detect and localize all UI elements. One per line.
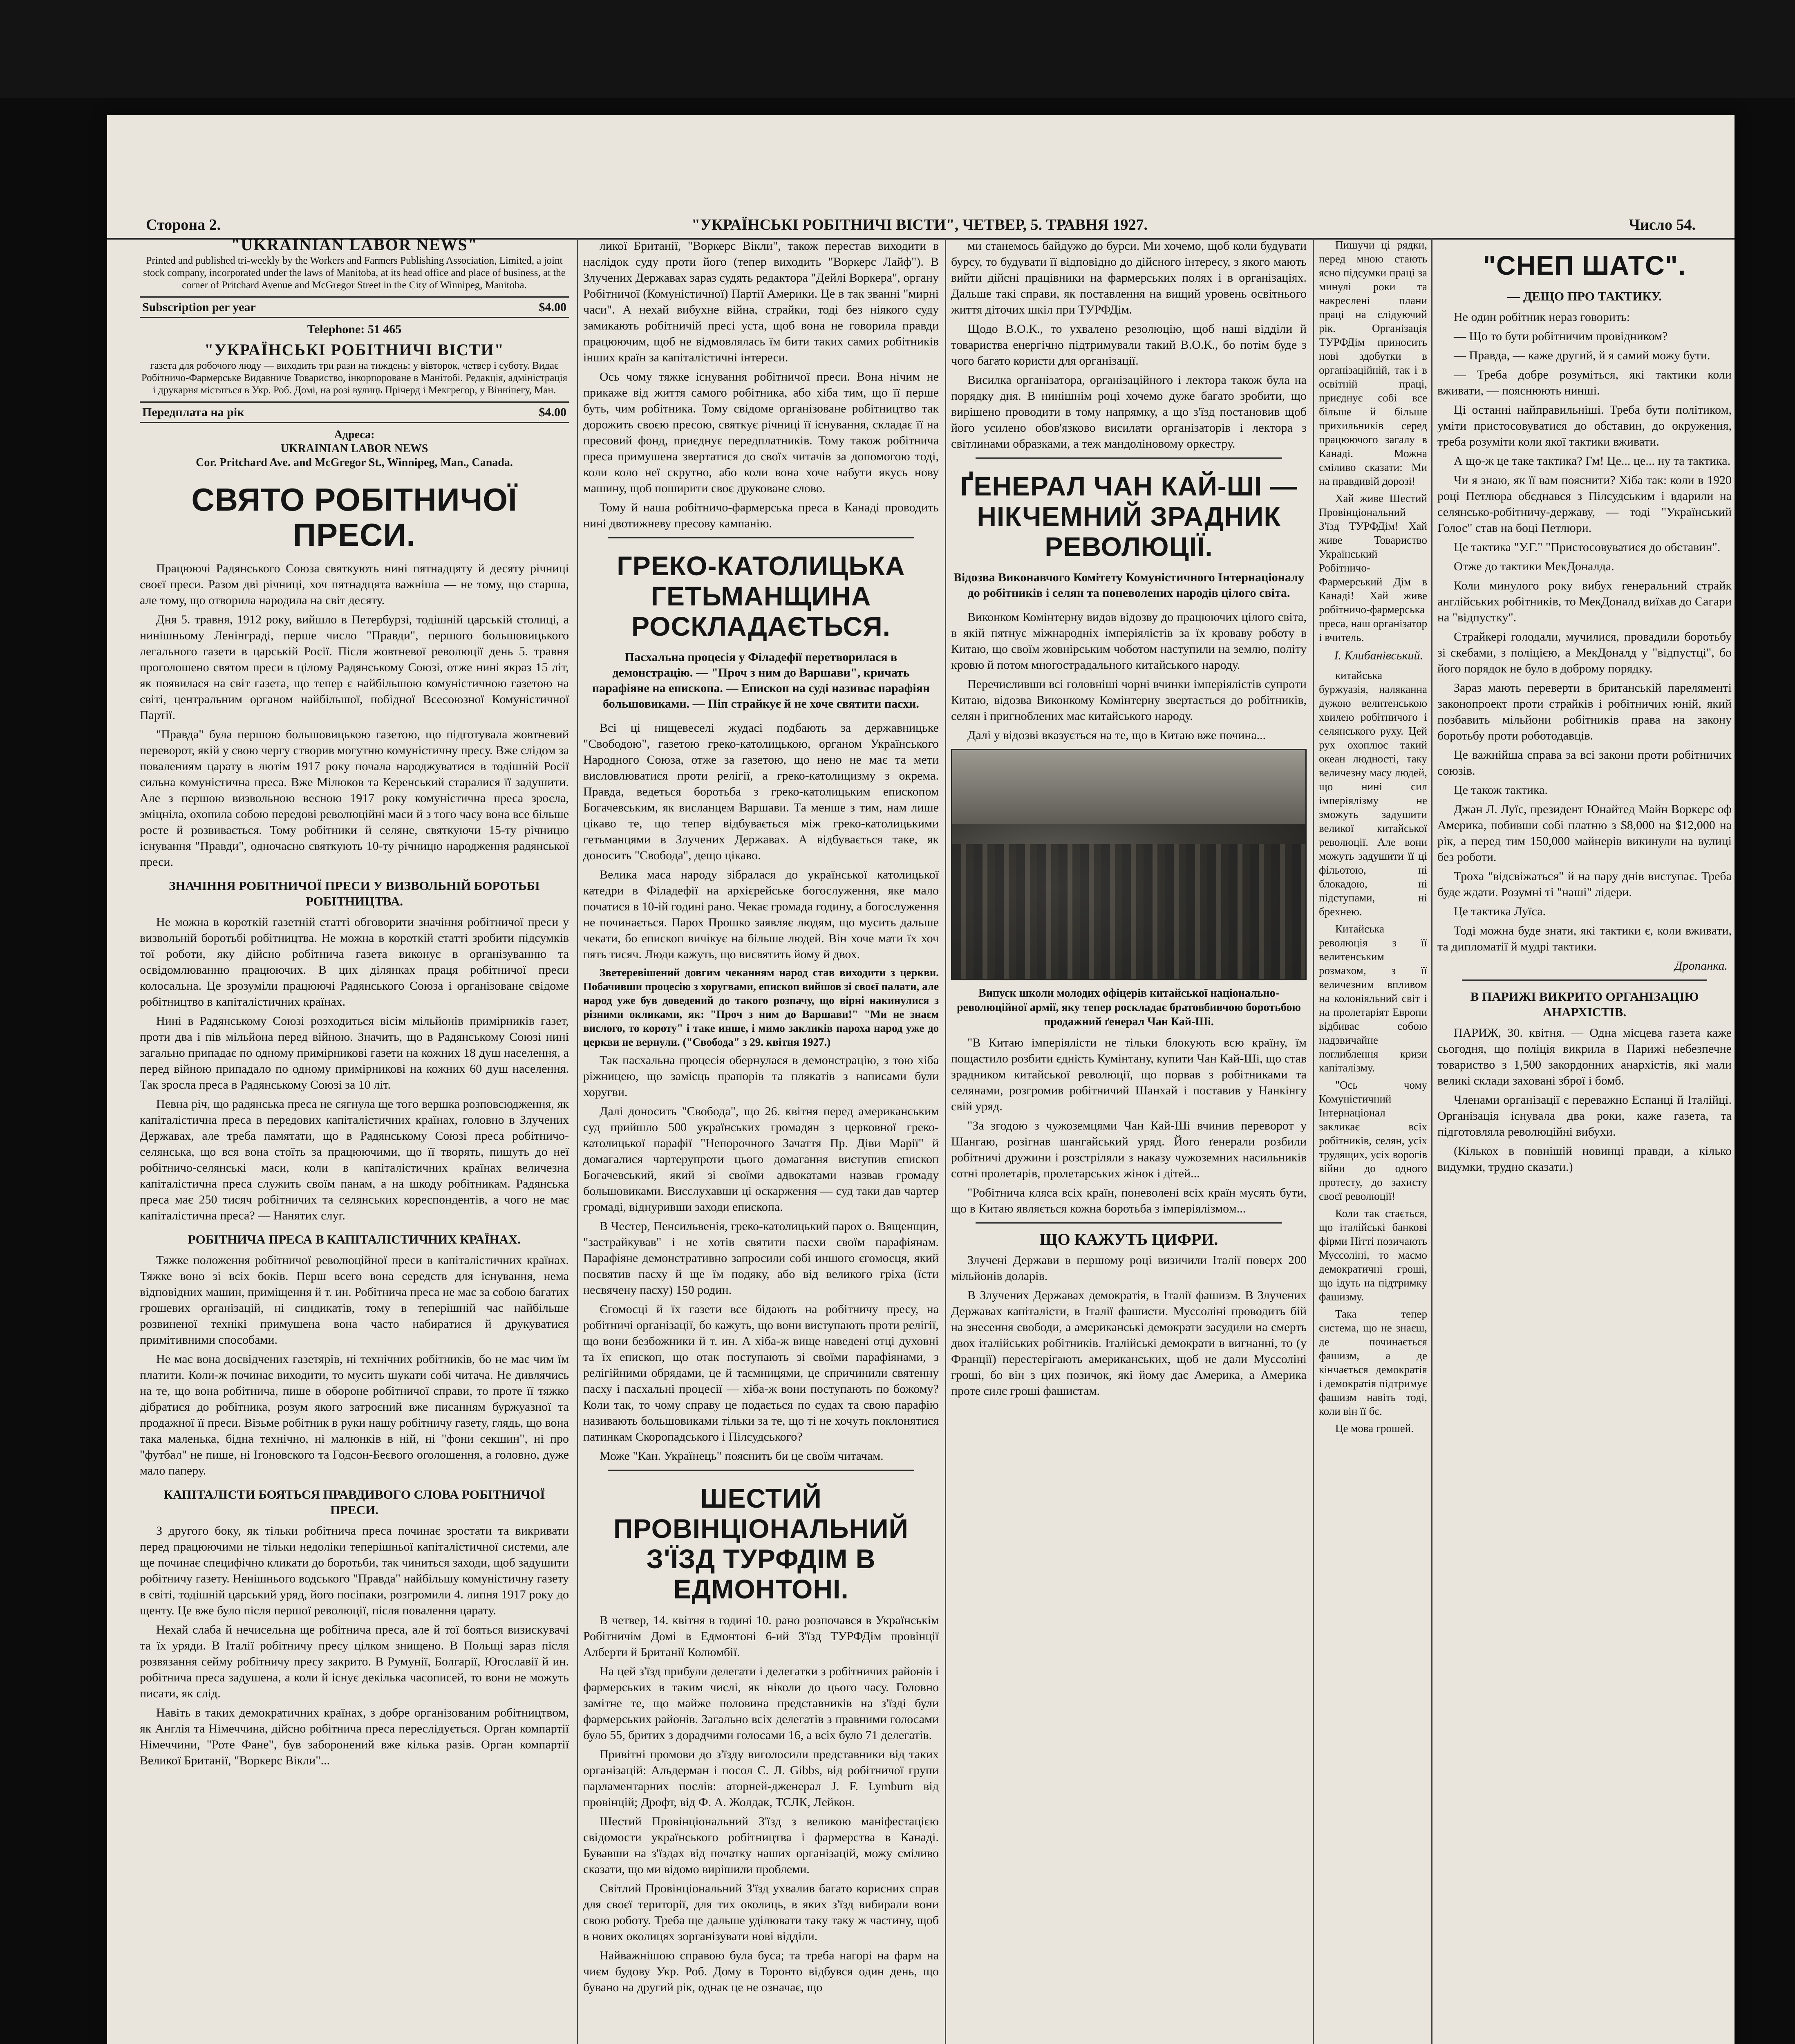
paragraph: Це мова грошей. xyxy=(1335,1422,1414,1434)
paragraph: Це тактика Луїса. xyxy=(1454,905,1546,918)
column-2 xyxy=(583,238,939,2044)
masthead-title: "UKRAINIAN LABOR NEWS" xyxy=(231,238,478,254)
paragraph: Отже до тактики МекДоналда. xyxy=(1454,560,1614,573)
photo-crowd xyxy=(952,844,1305,979)
paragraph: Злучені Держави в першому році визичили Італії поверх 200 мільйонів доларів. xyxy=(951,1253,1307,1283)
subheading: В ПАРИЖІ ВИКРИТО ОРГАНІЗАЦІЮ АНАРХІСТІВ. xyxy=(1470,989,1699,1019)
paragraph: Велика маса народу зібралася до української католицької катедри в Філадефії на архієрейське богослуження, яке мало початися в 10-ій годині рано. Чекає громада годину, а богослуження не починається. Парох Прошко заявляє людям, що мусить дальше чекати, бо епископ вичікує на більше людей. Він хоче мати їх хоч пять тисяч. Люди кажуть, що висвятить йому й двох. xyxy=(583,868,939,961)
column-3 xyxy=(951,238,1307,2044)
paragraph: Єгомосці й їх газети все бідають на робітничу пресу, на робітничі організації, бо кажуть, що вони виступають проти релігії, що вони безбожники й т. ин. А хіба-ж вище наведені отці духовні та їх епископ, що отак поступають зі своїми парафіянами, з релігійними обрядами, це й таємницями, це спричинили святенну пасху і пасхальні процесії — хіба-ж вони поступають по божому? Коли так, то чому справу це подається по судах та свою парафію називають большовиками тільки за те, що ті не хочуть поклонятися патинкам Скоропадського і Пілсудського? xyxy=(583,1302,939,1443)
folio-line xyxy=(107,205,1735,240)
paragraph: Перечисливши всі головніші чорні вчинки імперіялістів супроти Китаю, відозва Виконкому Комінтерну звертається до робітників, селян і пригноблених мас китайського народу. xyxy=(951,677,1307,723)
paragraph: Така тепер система, що не знаєш, де починається фашизм, а де кінчається демократія і демократія підтримує фашизм навіть тоді, коли він її бє. xyxy=(1319,1308,1427,1417)
paragraph: Навіть в таких демократичних країнах, з добре організованим робітництвом, як Англія та Німеччина, дійсно робітнича преса переслідується. Орган компартії Німеччини, "Роте Фане", був заборонений вже кілька разів. Орган компартії Великої Британії, "Воркерс Вікли"... xyxy=(140,1706,569,1767)
paragraph: "В Китаю імперіялісти не тільки блокують всю країну, їм пощастило розбити єдність Кумінтану, купити Чан Кай-Ші, що став зрадником китайської революції, що порвав з робітниками та селянами, розгромив робітничий Шанхай і поставив у Нанкінгу свій уряд. xyxy=(951,1036,1307,1113)
column-rule xyxy=(945,238,946,2044)
paragraph: Так пасхальна процесія обернулася в демонстрацію, з тою хіба ріжницею, що замісць прапорів та плякатів з написами були хоругви. xyxy=(583,1053,939,1099)
paragraph: Певна річ, що радянська преса не сягнула ще того вершка розповсюдження, як капіталістична преса в передових капіталістичних країнах, головно в Злучених Державах, але треба памятати, що в Радянському Союзі преса робітничо-селянська, що вся вона стоїть за працюючими, що її творять, пишуть до неї робітничо-селянські маси, коли в капіталістичних країнах величезна капіталістична преса служить своїм панам, а на шкоду робітникам. Радянська преса має 250 тисяч робітничих та селянських кореспондентів, а чого не має капіталістична преса? — Нанятих слуг. xyxy=(140,1097,569,1222)
paragraph: Найважнішою справою була буса; та треба нагорі на фарм на чиєм будову Укр. Роб. Дому в Торонто відбувся один день, що бувано на другий рік, однак це не означає, що xyxy=(583,1949,939,1994)
paragraph: Може "Кан. Українець" пояснить би це своїм читачам. xyxy=(600,1449,884,1463)
headline: ҐЕНЕРАЛ ЧАН КАЙ-ШІ — НІКЧЕМНИЙ ЗРАДНИК РЕВОЛЮЦІЇ. xyxy=(960,471,1298,562)
paragraph: — Правда, — каже другий, й я самий можу бути. xyxy=(1454,349,1710,362)
paragraph: Працюючі Радянського Союза святкують нині пятнадцяту й десяту річниці своєї преси. Разом дві річниці, хоч пятнадцята важніша — не тому, що старша, але тому, що отворила народила на світ десяту. xyxy=(140,562,569,607)
paragraph: Нині в Радянському Союзі розходиться вісім мільйонів примірників газет, проти два і пів мільйона перед війною. Значить, що в Радянському Союзі нині загально припадає по одному примірникові газети на кожних 18 душ населення, а перед війною припадало по одному примірникові на кожних 60 душ населення. Так зросла преса в Радянському Союзі за 10 літ. xyxy=(140,1014,569,1091)
paragraph: Чи я знаю, як її вам пояснити? Хіба так: коли в 1920 році Петлюра обєднався з Пілсудським і вдарили на селянсько-робітничу-державу, — тоді "Український Голос" став на боці Петлюри. xyxy=(1437,473,1732,535)
address-name: UKRAINIAN LABOR NEWS xyxy=(280,442,428,455)
paragraph: Нехай слаба й нечисельна ще робітнича преса, але й тої бояться визискувачі та їх уряди. В Італії робітничу пресу цілком знищено. В Польщі зараз після розвязання сейму робітничу пресу закрито. В Румунії, Болгарії, Югославії й ин. робітнича преса задушена, а коли й існує декілька часописей, то вони не можуть писати, як слід. xyxy=(140,1623,569,1700)
deck: Пасхальна процесія у Філадефії перетворилася в демонстрацію. — "Проч з ним до Варшави", кричать парафіяне на епископа. — Епископ на суді називає парафіян большовиками. — Піп страйкує й не хоче святити пасхи. xyxy=(592,650,930,710)
paragraph: "За згодою з чужоземцями Чан Кай-Ші вчинив переворот у Шангаю, розігнав шангайський уряд. Його ґенерали розбили робітничі дружини і розстріляли з наказу чужоземних насильників сотні пролетарів, пролетарських жінок і дітей... xyxy=(951,1119,1307,1180)
quoted-note: Зветеревішений довгим чеканням народ став виходити з церкви. Побачивши процесію з хоругвами, епископ вийшов зі своєї палати, але народ уже був доведений до такого розпачу, що вірні накинулися з різними окликами, як: "Проч з ним до Варшави!" "Ми не знаєм вислого, то короту" і таке инше, і мимо закликів пароха народ уже до церкви не вернули. ("Свобода" з 29. квітня 1927.) xyxy=(583,966,939,1048)
address-block xyxy=(140,428,569,470)
paragraph: ПАРИЖ, 30. квітня. — Одна місцева газета каже сьогодня, що поліція викрила в Парижі небезпечне товариство з 1,500 закордонних анархістів, які мали великі склади заховані зброї і бомб. xyxy=(1437,1026,1732,1087)
paragraph: Висилка організатора, організаційного і лектора також була на порядку дня. В нинішнім році хочемо дуже багато зробити, що вирішено проводити в тому напрямку, а що з'їзд постановив щоб його усилено обов'язково висилати організаторів і лектора з світлинами образками, а теж мандоліновому оркестру. xyxy=(951,373,1307,450)
paragraph: Дня 5. травня, 1912 року, вийшло в Петербурзі, тодішній царській столиці, а нинішньому Ленінграді, перше число "Правди", першого большовицького легального газети в царській Росії. Після жовтневої революції день 5. травня проголошено святом преси в цілому Радянському Союзі, отже нині якраз 15 літ, як появилася на світ газета, що тепер є найбільшою комуністичною газетою на світі, центральним органом найбільшої, побідної Всесоюзної Комуністичної Партії. xyxy=(140,613,569,722)
subscription-row-ua xyxy=(140,401,569,423)
divider xyxy=(608,537,914,538)
paragraph: Тоді можна буде знати, які тактики є, коли вживати, та дипломатії й мудрі тактики. xyxy=(1437,924,1732,953)
subscription-price-ua: $4.00 xyxy=(539,406,566,419)
paragraph: Джан Л. Луїс, президент Юнайтед Майн Воркерс оф Америка, побивши собі платню з $8,000 на $12,000 на рік, а перед тим 150,000 майнерів викинули на вулиці без роботи. xyxy=(1437,802,1732,864)
paragraph: Тому й наша робітничо-фармерська преса в Канаді проводить нині двотижневу пресову кампанію. xyxy=(583,501,939,530)
paragraph: Далі доносить "Свобода", що 26. квітня перед американським суд прийшло 500 українських громадян з церковної греко-католицької парафії "Непорочного Зачаття Пр. Діви Марії" й домагалися чартерупроти цього домагання виступив епископ Богачевський, який зі своїми адвокатами назвав громаду большовиками. Висслухавши ці оскарження — суд таки дав чартер громаді, віднуривши заходи епископа. xyxy=(583,1105,939,1214)
paragraph: Привітні промови до з'їзду виголосили представники від таких організацій: Альдерман і посол С. Л. Gibbs, від робітничої групи парламентарних послів: аторней-дженерал J. F. Lymburn від провінцій; Дрофт, від Ф. А. Жолдак, ТСЛК, Лейкон. xyxy=(583,1748,939,1809)
subheading: КАПІТАЛІСТИ БОЯТЬСЯ ПРАВДИВОГО СЛОВА РОБІТНИЧОЇ ПРЕСИ. xyxy=(163,1487,545,1517)
paragraph: На цей з'їзд прибули делегати і делегатки з робітничих районів і фармерських в таким числі, як ніколи до цього часу. Головно замітне те, що майже половина представників на з'їзді були фармерських районів. Загально всіх делегатів з правними голосами було 55, бритих з дорадчими голосами 16, а всіх було 71 делегатів. xyxy=(583,1665,939,1742)
paragraph: ликої Британії, "Воркерс Вікли", також перестав виходити в наслідок суду проти його (тепер виходить "Воркерс Лайф"). В Злучених Державах зараз судять редактора "Дейлі Воркера", органу Робітничої (Комуністичної) Партії Америки. Це в так званні "мирні часи". А нехай вибухне війна, страйки, тоді без ніякого суду замикають робітничій пресі уста, щоб вона не говорила правди працюючим, щоб не відмовлялась їм бити таких самих робітників інших країн за капіталістичні інтереси. xyxy=(583,239,939,364)
masthead-text: Printed and published tri-weekly by the Workers and Farmers Publishing Association, Limited, a joint stock company, incorporated under the laws of Manitoba, at its head office and place of business, at the corner of Pritchard Avenue and McGregor Street in the City of Winnipeg, Manitoba. xyxy=(143,255,566,291)
paragraph: З другого боку, як тільки робітнича преса починає зростати та викривати перед працюючими не тільки недоліки теперішньої капіталістичної системи, але ще починає специфічно кликати до боротьби, так чиниться заходи, щоб задушити робітничу газету. Ненішнього водського "Правда" найбільшу комуністичну газету в світі, тодішній царський уряд, його посіпаки, розгромили 4. липня 1917 року до щенту. Це вже було після першої революції, після повалення царату. xyxy=(140,1524,569,1617)
column-rule xyxy=(1313,238,1314,2044)
paragraph: Далі у відозві вказується на те, що в Китаю вже почина... xyxy=(967,728,1266,742)
paragraph: — Треба добре розуміться, які тактики коли вживати, — пояснюють нинші. xyxy=(1437,368,1732,397)
column-rule xyxy=(1431,238,1432,2044)
paragraph: Членами організації є переважно Еспанці й Італійці. Організація існувала два роки, каже газета, та підготовляла революційні вибухи. xyxy=(1437,1093,1732,1139)
address-street: Cor. Pritchard Ave. and McGregor St., Winnipeg, Man., Canada. xyxy=(196,456,513,469)
masthead-english xyxy=(140,238,569,291)
divider xyxy=(976,457,1282,459)
masthead-title-ua: "УКРАЇНСЬКІ РОБІТНИЧІ ВІСТИ" xyxy=(204,341,504,359)
signature: Дропанка. xyxy=(1674,959,1728,973)
paragraph: Не один робітник нераз говорить: xyxy=(1454,310,1630,324)
paragraph: Тяжке положення робітничої революційної преси в капіталістичних країнах. Тяжке воно зі всіх боків. Перш всего вона середств для існування, нема відповідних машин, приміщення й т. ин. Робітнича преса не має за собою багатих грошевих організацій, ні синдикатів, тому в теперішній час найбільше розвиненої технікі примушена вона часто набиратися й друкуватися примітивними способами. xyxy=(140,1253,569,1347)
paragraph: Це важнійша справа за всі закони проти робітничих союзів. xyxy=(1437,748,1732,778)
subscription-label: Subscription per year xyxy=(142,300,256,314)
subheading: ЗНАЧІННЯ РОБІТНИЧОЇ ПРЕСИ У ВИЗВОЛЬНІЙ БОРОТЬБІ РОБІТНИЦТВА. xyxy=(169,879,540,908)
subheading: РОБІТНИЧА ПРЕСА В КАПІТАЛІСТИЧНИХ КРАЇНАХ. xyxy=(188,1232,521,1246)
masthead-ukrainian xyxy=(140,343,569,397)
running-title: "УКРАЇНСЬКІ РОБІТНИЧІ ВІСТИ", ЧЕТВЕР, 5. ТРАВНЯ 1927. xyxy=(692,216,1148,233)
news-photograph xyxy=(951,749,1307,980)
paragraph: Світлий Провінціональний З'їзд ухвалив багато корисних справ для своєї території, для тих околиць, в яких з'їзд вибирали вони свою роботу. Треба ще дальше уділювати таку таку ж частину, щоб в нових околицях зорганізувати нові відділи. xyxy=(583,1882,939,1943)
address-label: Адреса: xyxy=(334,428,375,441)
paragraph: (Кількох в повнішій новинці правди, а кілько видумки, трудно сказати.) xyxy=(1437,1144,1732,1174)
paragraph: В Злучених Державах демократія, в Італії фашизм. В Злучених Державах капіталісти, в Італії фашисти. Муссоліні проводить бій на знесення свободи, а американські демократи засудили на смерть двох італійських робітників. Італійські демократи в вигнанні, то (у Франції) перестерігають американських, щоб не дали Муссоліні гроші, бо він з цих позичок, які йому дає Америка, а Америка проте силє гроші фашистам. xyxy=(951,1289,1307,1398)
paragraph: Щодо В.О.К., то ухвалено резолюцію, щоб наші відділи й товариства енергічно підтримували такий В.О.К., бо потім буде з чого багато користи для організації. xyxy=(951,322,1307,368)
paragraph: Це тактика "У.Г." "Пристосовуватися до обставин". xyxy=(1454,540,1721,554)
paragraph: В четвер, 14. квітня в годині 10. рано розпочався в Українськім Робітничім Домі в Едмонтоні 6-ий З'їзд ТУРФДім провінції Алберти й Британії Колюмбії. xyxy=(583,1614,939,1659)
issue-number: Число 54. xyxy=(1629,216,1696,233)
divider xyxy=(1462,979,1707,981)
paragraph: Страйкері голодали, мучилися, провадили боротьбу зі скебами, з поліцією, а МекДоналд у "відпустці", бо його порядок не було в доброму порядку. xyxy=(1437,630,1732,675)
paragraph: — Що то бути робітничим провідником? xyxy=(1454,329,1668,343)
column-rule xyxy=(577,238,578,2044)
paragraph: Всі ці нищевеселі жудасі подбають за державницьке "Свободою", газетою греко-католицькою, органом Українського Народного Союза, отже за газетою, що нено не має та мети висловлюватися проти релігії, а греко-католицизму з окрема. Правда, ведеться боротьба з греко-католицьким епископом Богачевським, як висланцем Варшави. Та менше з тим, нам лише цікаво те, що тепер відбувається між греко-католицькими гетьманцями в Злучених Державах. А відбувається таке, як доносить "Свобода", дещо цікаво. xyxy=(583,721,939,862)
paragraph: Коли минулого року вибух генеральний страйк англійських робітників, то МекДоналд виїхав до Сагари на "відпустку". xyxy=(1437,579,1732,624)
headline: СВЯТО РОБІТНИЧОЇ ПРЕСИ. xyxy=(191,482,517,553)
headline: ШЕСТИЙ ПРОВІНЦІОНАЛЬНИЙ З'ЇЗД ТУРФДІМ В ЕДМОНТОНІ. xyxy=(613,1483,909,1604)
signature: І. Клибанівський. xyxy=(1334,649,1423,662)
paragraph: Не можна в короткій газетній статті обговорити значіння робітничої преси у визвольній боротьбі робітництва. Не можна в короткій статті зробити підсумків тої роботи, яку дійсно робітнича газета виконує в організуванню та освідомлюванню працюючих. В цих ділянках праця робітничої преси колосальна. Це зрозуміли працюючі Радянського Союза і організоване свідоме робітництво в капіталістичних країнах. xyxy=(140,915,569,1009)
photo-caption: Випуск школи молодих офіцерів китайської національно-революційної армії, яку тепер роскладає братовбивчою боротьбою продажний ґенерал Чан Кай-Ші. xyxy=(957,987,1301,1028)
paragraph: Зараз мають переверти в британській пареляменті законопроект проти страйків і робітничих юній, який позбавить мільйони робітників права на закону боротьбу проти роботодавців. xyxy=(1437,681,1732,742)
paragraph: Ці останні найправильніші. Треба бути політиком, уміти пристосовуватися до обставин, до окружения, треба розуміти коли якої тактики вживати. xyxy=(1437,403,1732,448)
paragraph: Троха "відсвіжаться" й на пару днів виступає. Треба буде ждати. Розумні ті "наші" лідери. xyxy=(1437,870,1732,899)
paragraph: Шестий Провінціональний З'їзд з великою маніфестацією свідомости українського робітництва і фармерства в Канаді. Бувавши на з'їздах від початку наших організацій, можу сміливо сказати, що ми відомо вирішили проблеми. xyxy=(583,1815,939,1876)
photo-sky xyxy=(952,750,1305,824)
subscription-row xyxy=(140,296,569,318)
paragraph: В Честер, Пенсильвенія, греко-католицький парох о. Вященщин, "застрайкував" і не хотів святити пасхи своїм парафіянам. Парафіяне демонстративно запросили собі иншого єгомосця, який посвятив пасху й ще їм подяку, або від великого гріха (їсти несвячену пасху) 150 родин. xyxy=(583,1219,939,1297)
newspaper-page xyxy=(107,115,1735,2044)
divider xyxy=(608,1470,914,1471)
page-number: Сторона 2. xyxy=(146,216,221,233)
headline: ГРЕКО-КАТОЛИЦЬКА ГЕТЬМАНЩИНА РОСКЛАДАЄТЬСЯ. xyxy=(617,551,905,641)
subheading: ЩО КАЖУТЬ ЦИФРИ. xyxy=(1039,1230,1218,1248)
deck: Відозва Виконавчого Комітету Комуністичного Інтернаціоналу до робітників і селян та поневолених народів цілого світа. xyxy=(953,571,1305,600)
column-4 xyxy=(1319,238,1427,2044)
column-1 xyxy=(140,238,569,2044)
paragraph: Ось чому тяжке існування робітничої преси. Вона нічим не прикаже від життя самого робітника, або хіба тим, що її перше буть, чим робітника. Тому свідоме організоване робітництво так дорожить своєю пресою, святкує річниці її існування, складає її на пресовий фонд, приєднує передплатників. Тому також робітнича преса примушена звертатися до своїх читачів за допомогою тоді, коли коло неї скрутно, або коли вона хоче набути якусь нову машину, щоб поширити своє друковане слово. xyxy=(583,370,939,495)
subheading: — ДЕЩО ПРО ТАКТИКУ. xyxy=(1507,289,1662,303)
paragraph: Пишучи ці рядки, перед мною стають ясно підсумки праці за минулі роки та накреслені плани праці на слідуючий рік. Організація ТУРФДім приносить нові здобутки в організаційній, так і в освітній праці, приєднує собі все більше й більше прихильників серед працюючого загалу в Канаді. Можна сміливо сказати: Ми на правдивій дорозі! xyxy=(1319,239,1427,487)
paragraph: Коли так стається, що італійські банкові фірми Нітті позичають Муссоліні, то маємо демократичні гроші, що ідуть на підтримку фашизму. xyxy=(1319,1207,1427,1303)
paragraph: ми станемось байдужо до бурси. Ми хочемо, щоб коли будувати бурсу, то будувати її відповідно до дійсного інтересу, з якого мають вийти дійсні працівники на фармерських полях і в організаціях. Дальше такі справи, як поставлення на вищий уровень освітнього життя діточих шкіл при ТУРФДім. xyxy=(951,239,1307,316)
telephone: Telephone: 51 465 xyxy=(307,323,402,336)
divider xyxy=(976,1222,1282,1224)
paragraph: китайська буржуазія, наляканна дужою велитенською хвилею робітничого і селянського руху. Цей рух охоплює такий океан людності, таку величезну масу людей, що нині сил імперіялізму не зможуть задушити великої китайської революції. Але вони можуть задушити її ці фільотою, ні блокадою, ні підступами, ні брехнею. xyxy=(1319,669,1427,918)
paragraph: Китайська революція з її велитенським розмахом, з її величезним впливом на колоніяльний світ і на пролетаріят Европи відбиває собою надзвичайне поглиблення кризи капіталізму. xyxy=(1319,923,1427,1074)
paragraph: "Ось чому Комуністичний Інтернаціонал закликає всіх робітників, селян, усіх трудящих, усіх ворогів війни до одного протесту, до захисту своєї революції! xyxy=(1319,1079,1427,1202)
column-5 xyxy=(1437,238,1732,2044)
masthead-text-ua: газета для робочого люду — виходить три рази на тиждень: у вівторок, четвер і суботу. Видає Робітничо-Фармерське Видавниче Товариство, інкорпороване в Манітобі. Редакція, адміністрація і друкарня містяться в Укр. Роб. Домі, на розі вулиць Прічерд і Мекгрегор, у Вінніпегу, Ман. xyxy=(141,360,568,396)
paragraph: Виконком Комінтерну видав відозву до працюючих цілого світа, в якій пятнує міжнародніх імперіялістів за їх кроваву роботу в Китаю, що своїм жовнірським чоботом наступили на землю, політу кровю й потом многострадального китайського народу. xyxy=(951,610,1307,672)
paragraph: А що-ж це таке тактика? Гм! Це... це... ну та тактика. xyxy=(1454,454,1731,468)
paragraph: Хай живе Шестий Провінціональний З'їзд ТУРФДім! Хай живе Товариство Український Робітничо-Фармерський Дім в Канаді! Хай живе робітничо-фармерська преса, наш організатор і вчитель. xyxy=(1319,492,1427,643)
subscription-label-ua: Передплата на рік xyxy=(142,406,244,419)
film-leader xyxy=(0,0,1795,98)
paragraph: "Правда" була першою большовицькою газетою, що підготувала жовтневий переворот, якій у свою чергу створив могутню комуністичну пресу. Вже слідом за повалениям царату в лютім 1917 року почала народжуватися в тодішній Росії сильна комуністична преса. Вже Мілюков та Керенський старалися її задушити. Але з першою визвольною весною 1917 року комуністична преса зросла, зміцніла, охопила собою передові революційні маси й з того часу вона все більше росте й розвивається. Тому робітники й селяне, святкуючи 15-ту річницю існування "Правди", одночасно святкують 10-ту річницю народження радянської преси. xyxy=(140,728,569,869)
subscription-price: $4.00 xyxy=(539,300,566,314)
headline: "СНЕП ШАТС". xyxy=(1483,250,1686,280)
paragraph: Не має вона досвідчених газетярів, ні технічних робітників, бо не має чим їм платити. Коли-ж починає виходити, то мусить шукати собі читача. Не дивлячись на те, що вона робітнича, пише в обороне робітничої справи, то проте її тяжко дібратися до робітника, розум якого затроєний вже писанням буржуазної та продажної її преси. Візьме робітник в руки нашу робітничу газету, глядь, що вона така маленька, бідна технічно, ні малюнків в ній, ні "фони секшин", ні про "футбал" не пише, ні Ігоновского та Годсон-Беєвого оголошення, а головно, дуже мало паперу. xyxy=(140,1352,569,1477)
paragraph: "Робітнича кляса всіх країн, поневолені всіх країн мусять бути, що в Китаю являється кожна боротьба з імперіялізмом... xyxy=(951,1186,1307,1215)
paragraph: Це також тактика. xyxy=(1454,783,1548,797)
